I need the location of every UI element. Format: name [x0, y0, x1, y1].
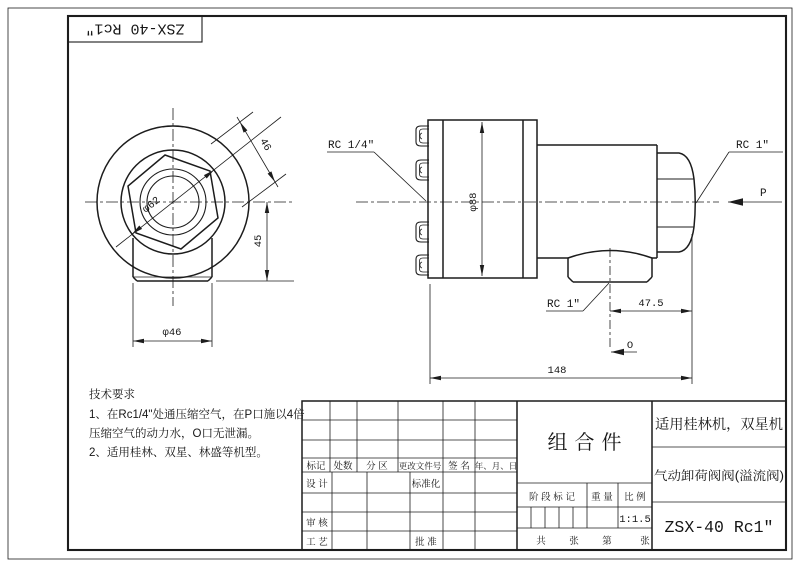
- title-block: [302, 401, 786, 550]
- label-rc1-bottom: RC 1": [547, 299, 581, 311]
- hex-plug: [657, 153, 695, 252]
- tech-notes-line3: 2、适用桂林、双星、林盛等机型。: [89, 447, 268, 459]
- leader-rc1-right: [696, 140, 783, 203]
- th-count: 处数: [333, 461, 353, 472]
- field-no: 第: [602, 536, 612, 547]
- role-process: 工 艺: [306, 537, 328, 548]
- side-view: [327, 120, 783, 384]
- dim-46: 46: [256, 136, 274, 154]
- dim-475: 47.5: [638, 298, 664, 310]
- role-standardize: 标准化: [411, 479, 441, 490]
- assembly-type: 组合件: [547, 432, 629, 454]
- label-port-o: O: [626, 340, 634, 352]
- role-design: 设 计: [306, 479, 328, 490]
- dim-45-group: [216, 202, 294, 281]
- label-rc1-right: RC 1": [736, 140, 770, 152]
- dim-phi62: φ62: [140, 194, 163, 216]
- dim-148: 148: [547, 365, 567, 377]
- field-weight: 重 量: [591, 492, 613, 503]
- th-zone: 分 区: [366, 461, 388, 472]
- scale-value: 1:1.5: [619, 514, 651, 526]
- field-sheet2: 张: [640, 536, 650, 547]
- leader-rc14: [327, 140, 426, 201]
- tech-notes-line1: 1、在Rc1/4"处通压缩空气，在P口施以4倍: [89, 409, 305, 421]
- label-rc14: RC 1/4": [328, 140, 375, 152]
- corner-part-number: ZSX-40 Rc1": [85, 19, 185, 37]
- dim-phi88-group: [468, 122, 484, 276]
- front-view: [85, 108, 295, 347]
- role-approve: 批 准: [415, 537, 437, 548]
- label-port-p: P: [760, 188, 767, 200]
- tech-notes-line2: 压缩空气的动力水，O口无泄漏。: [89, 428, 259, 440]
- field-scale-label: 比 例: [624, 492, 646, 503]
- port-o-marker: [611, 340, 637, 355]
- role-check: 审 核: [306, 518, 328, 529]
- th-mark: 标记: [306, 461, 326, 472]
- dim-phi46-group: [133, 283, 212, 347]
- th-doc-no: 更改文件号: [398, 461, 442, 471]
- field-sheet: 张: [569, 536, 579, 547]
- corner-stamp: [68, 16, 202, 42]
- part-number: ZSX-40 Rc1": [664, 518, 774, 537]
- dim-475-group: [610, 234, 692, 384]
- technical-notes: [89, 387, 305, 459]
- field-stage-mark: 阶 段 标 记: [529, 492, 575, 503]
- leader-rc1-bottom: [546, 283, 609, 311]
- dim-45: 45: [253, 234, 265, 248]
- dim-phi46: φ46: [162, 327, 182, 339]
- front-bottom-boss: [133, 238, 212, 281]
- port-p-arrow: [728, 188, 782, 206]
- tech-notes-title: 技术要求: [89, 389, 135, 401]
- bolt-heads: [416, 126, 429, 275]
- product-name: 气动卸荷阀阀(溢流阀): [654, 469, 775, 483]
- field-total: 共: [536, 536, 546, 547]
- th-date: 年、月、日: [474, 461, 518, 471]
- application-note: 适用桂林机，双星机: [655, 416, 781, 432]
- dim-phi88: φ88: [468, 192, 480, 212]
- th-signature: 签 名: [448, 461, 470, 472]
